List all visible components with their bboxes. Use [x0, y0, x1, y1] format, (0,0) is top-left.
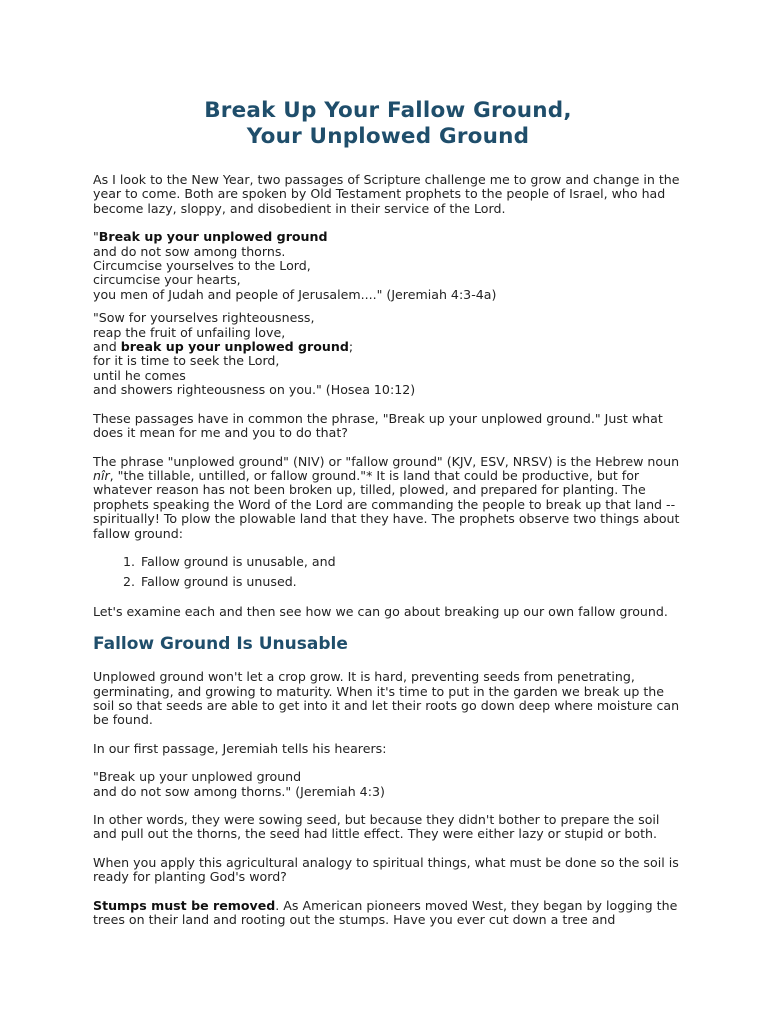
other-words-paragraph: In other words, they were sowing seed, but because they didn't bother to prepare the soil and pull out the thorns, the seed had little effect. They were either lazy or stupid or both.: [93, 812, 660, 842]
stumps-text: . As American pioneers moved West, they began by logging the trees on their land and rooting out the stumps. Have you ever cut down a tree and: [93, 897, 678, 928]
section-heading: Fallow Ground Is Unusable: [93, 634, 348, 655]
list-item: 2. Fallow ground is unused.: [139, 575, 683, 589]
verse-line: and do not sow among thorns." (Jeremiah 4:3): [93, 783, 385, 799]
stumps-paragraph: [93, 899, 683, 928]
verse-line: "Break up your unplowed ground: [93, 769, 302, 785]
verse-line: you men of Judah and people of Jerusalem...." (Jeremiah 4:3-4a): [93, 286, 497, 302]
list-item: 1. Fallow ground is unusable, and: [139, 555, 683, 569]
verse-hosea: [93, 311, 683, 397]
verse-and: and: [93, 339, 121, 355]
unplowed-paragraph: Unplowed ground won't let a crop grow. It is hard, preventing seeds from penetrating, germinating, and growing to maturity. When it's time to put in the garden we break up the soil so that seeds are able to get into it and let their roots go down deep where moisture can be found.: [93, 669, 680, 728]
verse-line: reap the fruit of unfailing love,: [93, 324, 286, 340]
verse-line: circumcise your hearts,: [93, 272, 241, 288]
definition-text-rest: , "the tillable, untilled, or fallow ground."* It is land that could be productive, but for whatever reason has not been broken up, tilled, plowed, and prepared for planting. The prophets speaking the Word of the Lord are commanding the people to break up that land -- spiritually! To plow the plowable land that they have. The prophets observe two things about fallow ground:: [93, 467, 680, 541]
verse-jeremiah-short: [93, 770, 683, 799]
verse-line: [93, 340, 683, 354]
quote-mark: ": [93, 229, 99, 245]
examine-paragraph: Let's examine each and then see how we can go about breaking up our own fallow ground.: [93, 603, 668, 619]
phrase-definition-paragraph: [93, 455, 683, 541]
hebrew-word: nîr: [93, 467, 110, 483]
verse-line: for it is time to seek the Lord,: [93, 353, 280, 369]
fallow-ground-list: [93, 555, 683, 590]
verse-line: [93, 230, 683, 244]
definition-text: The phrase "unplowed ground" (NIV) or "fallow ground" (KJV, ESV, NRSV) is the Hebrew noun: [93, 453, 680, 469]
stumps-emphasis: Stumps must be removed: [93, 897, 276, 913]
verse-line: until he comes: [93, 367, 186, 383]
verse-emphasis: break up your unplowed ground: [120, 339, 349, 355]
common-phrase-paragraph: These passages have in common the phrase, "Break up your unplowed ground." Just what does it mean for me and you to do that?: [93, 410, 663, 441]
verse-line: and showers righteousness on you." (Hosea 10:12): [93, 382, 416, 398]
verse-line: Circumcise yourselves to the Lord,: [93, 258, 311, 274]
verse-line: "Sow for yourselves righteousness,: [93, 310, 315, 326]
jeremiah-intro-paragraph: In our first passage, Jeremiah tells his hearers:: [93, 740, 387, 756]
page-title: [93, 98, 683, 150]
verse-line: and do not sow among thorns.: [93, 243, 286, 259]
document-page: [93, 98, 683, 927]
intro-paragraph: As I look to the New Year, two passages of Scripture challenge me to grow and change in the year to come. Both are spoken by Old Testament prophets to the people of Israel, who had become lazy, sloppy, and disobedient in their service of the Lord.: [93, 172, 680, 216]
apply-paragraph: When you apply this agricultural analogy to spiritual things, what must be done so the soil is ready for planting God's word?: [93, 854, 679, 885]
verse-semicolon: ;: [348, 339, 354, 355]
verse-emphasis: Break up your unplowed ground: [98, 229, 328, 245]
title-line-1: Break Up Your Fallow Ground,: [204, 98, 572, 123]
title-line-2: Your Unplowed Ground: [246, 124, 530, 149]
verse-jeremiah: [93, 230, 683, 302]
